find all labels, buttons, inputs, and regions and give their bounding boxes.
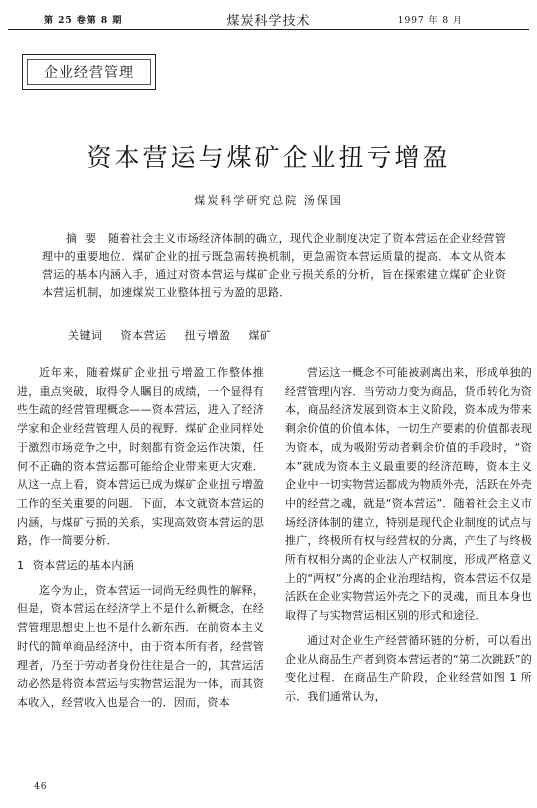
- abstract: [42, 230, 506, 302]
- keywords: [68, 327, 286, 343]
- body-column-left: [17, 364, 264, 713]
- body-column-right: [285, 364, 532, 707]
- issue-label: 第 25 卷第 8 期: [44, 16, 123, 26]
- section-label-box: [22, 54, 156, 90]
- body-paragraph: 迄今为止，资本营运一词尚无经典性的解释，但是，资本营运在经济学上不是什么新概念，在经营管理思想史上也不是什么新东西．在前资本主义时代的简单商品经济中，由于资本所有者，经营管理者，乃至于劳动者身份往往是合一的，其营运活动必然是将资本营运与实物营运混为一体，而其资本收入，经营收入也是合一的．因而，资本: [17, 583, 264, 709]
- body-paragraph: 通过对企业生产经营循环链的分析，可以看出企业从商品生产者到资本营运者的“第二次跳跃”的变化过程．在商品生产阶段，企业经营如图 1 所示．我们通常认为，: [285, 633, 532, 703]
- body-paragraph: 营运这一概念不可能被剥离出来，形成单独的经营管理内容．当劳动力变为商品，货币转化为资本，商品经济发展到资本主义阶段，资本成为带来剩余价值的价值本体，一切生产要素的价值都表现为资本，成为吸附劳动者剩余价值的手段时，“资本”就成为资本主义最重要的经济范畴，资本主义企业中一切实物营运都成为物质外壳，活跃在外壳中的经营之魂，就是“资本营运”．随着社会主义市场经济体制的建立，特别是现代企业制度的试点与推广，终极所有权与经营权的分离，产生了与终极所有权相分离的企业法人产权制度，形成严格意义上的“两权”分离的企业治理结构，资本营运不仅是活跃在企业实物营运外壳之下的灵魂，而且本身也取得了与实物营运相区别的形式和途径．: [285, 366, 532, 623]
- journal-name: 煤炭科学技术: [226, 14, 311, 29]
- keywords-label: 关键词: [68, 329, 103, 342]
- article-title: 资本营运与煤矿企业扭亏增盈: [86, 143, 451, 172]
- keyword-item: 扭亏增盈: [184, 329, 231, 342]
- author-line: 煤炭科学研究总院 汤保国: [194, 194, 343, 207]
- section-label: 企业经营管理: [27, 59, 151, 85]
- keyword-item: 煤矿: [248, 329, 272, 342]
- header-rule: [8, 29, 529, 30]
- page-number: 46: [34, 782, 48, 792]
- abstract-text: 随着社会主义市场经济体制的确立，现代企业制度决定了资本营运在企业经营管理中的重要地位．煤矿企业的扭亏既急需转换机制，更急需资本营运质量的提高．本文从资本营运的基本内涵入手，通过对资本营运与煤矿企业亏损关系的分析，旨在探索建立煤矿企业资本营运机制，加速煤炭工业整体扭亏为盈的思路．: [42, 232, 507, 299]
- body-paragraph: 近年来，随着煤矿企业扭亏增盈工作整体推进，重点突破，取得令人瞩目的成绩，一个显得有些生疏的经营管理概念——资本营运，进入了经济学家和企业经营管理人员的视野．煤矿企业同样处于激烈市场竞争之中，时刻都有资金运作决策，任何不正确的资本营运都可能给企业带来更大灾难．从这一点上看，资本营运已成为煤矿企业扭亏增盈工作的至关重要的问题．下面，本文就资本营运的内涵，与煤矿亏损的关系，实现高效资本营运的思路，作一简要分析．: [17, 366, 264, 548]
- issue-date: 1997 年 8 月: [397, 16, 463, 26]
- section-heading-text: 资本营运的基本内涵: [33, 559, 134, 573]
- section-heading-number: 1: [17, 559, 25, 573]
- section-heading: [17, 557, 264, 576]
- abstract-label: 摘要: [66, 232, 105, 245]
- keyword-item: 资本营运: [120, 329, 167, 342]
